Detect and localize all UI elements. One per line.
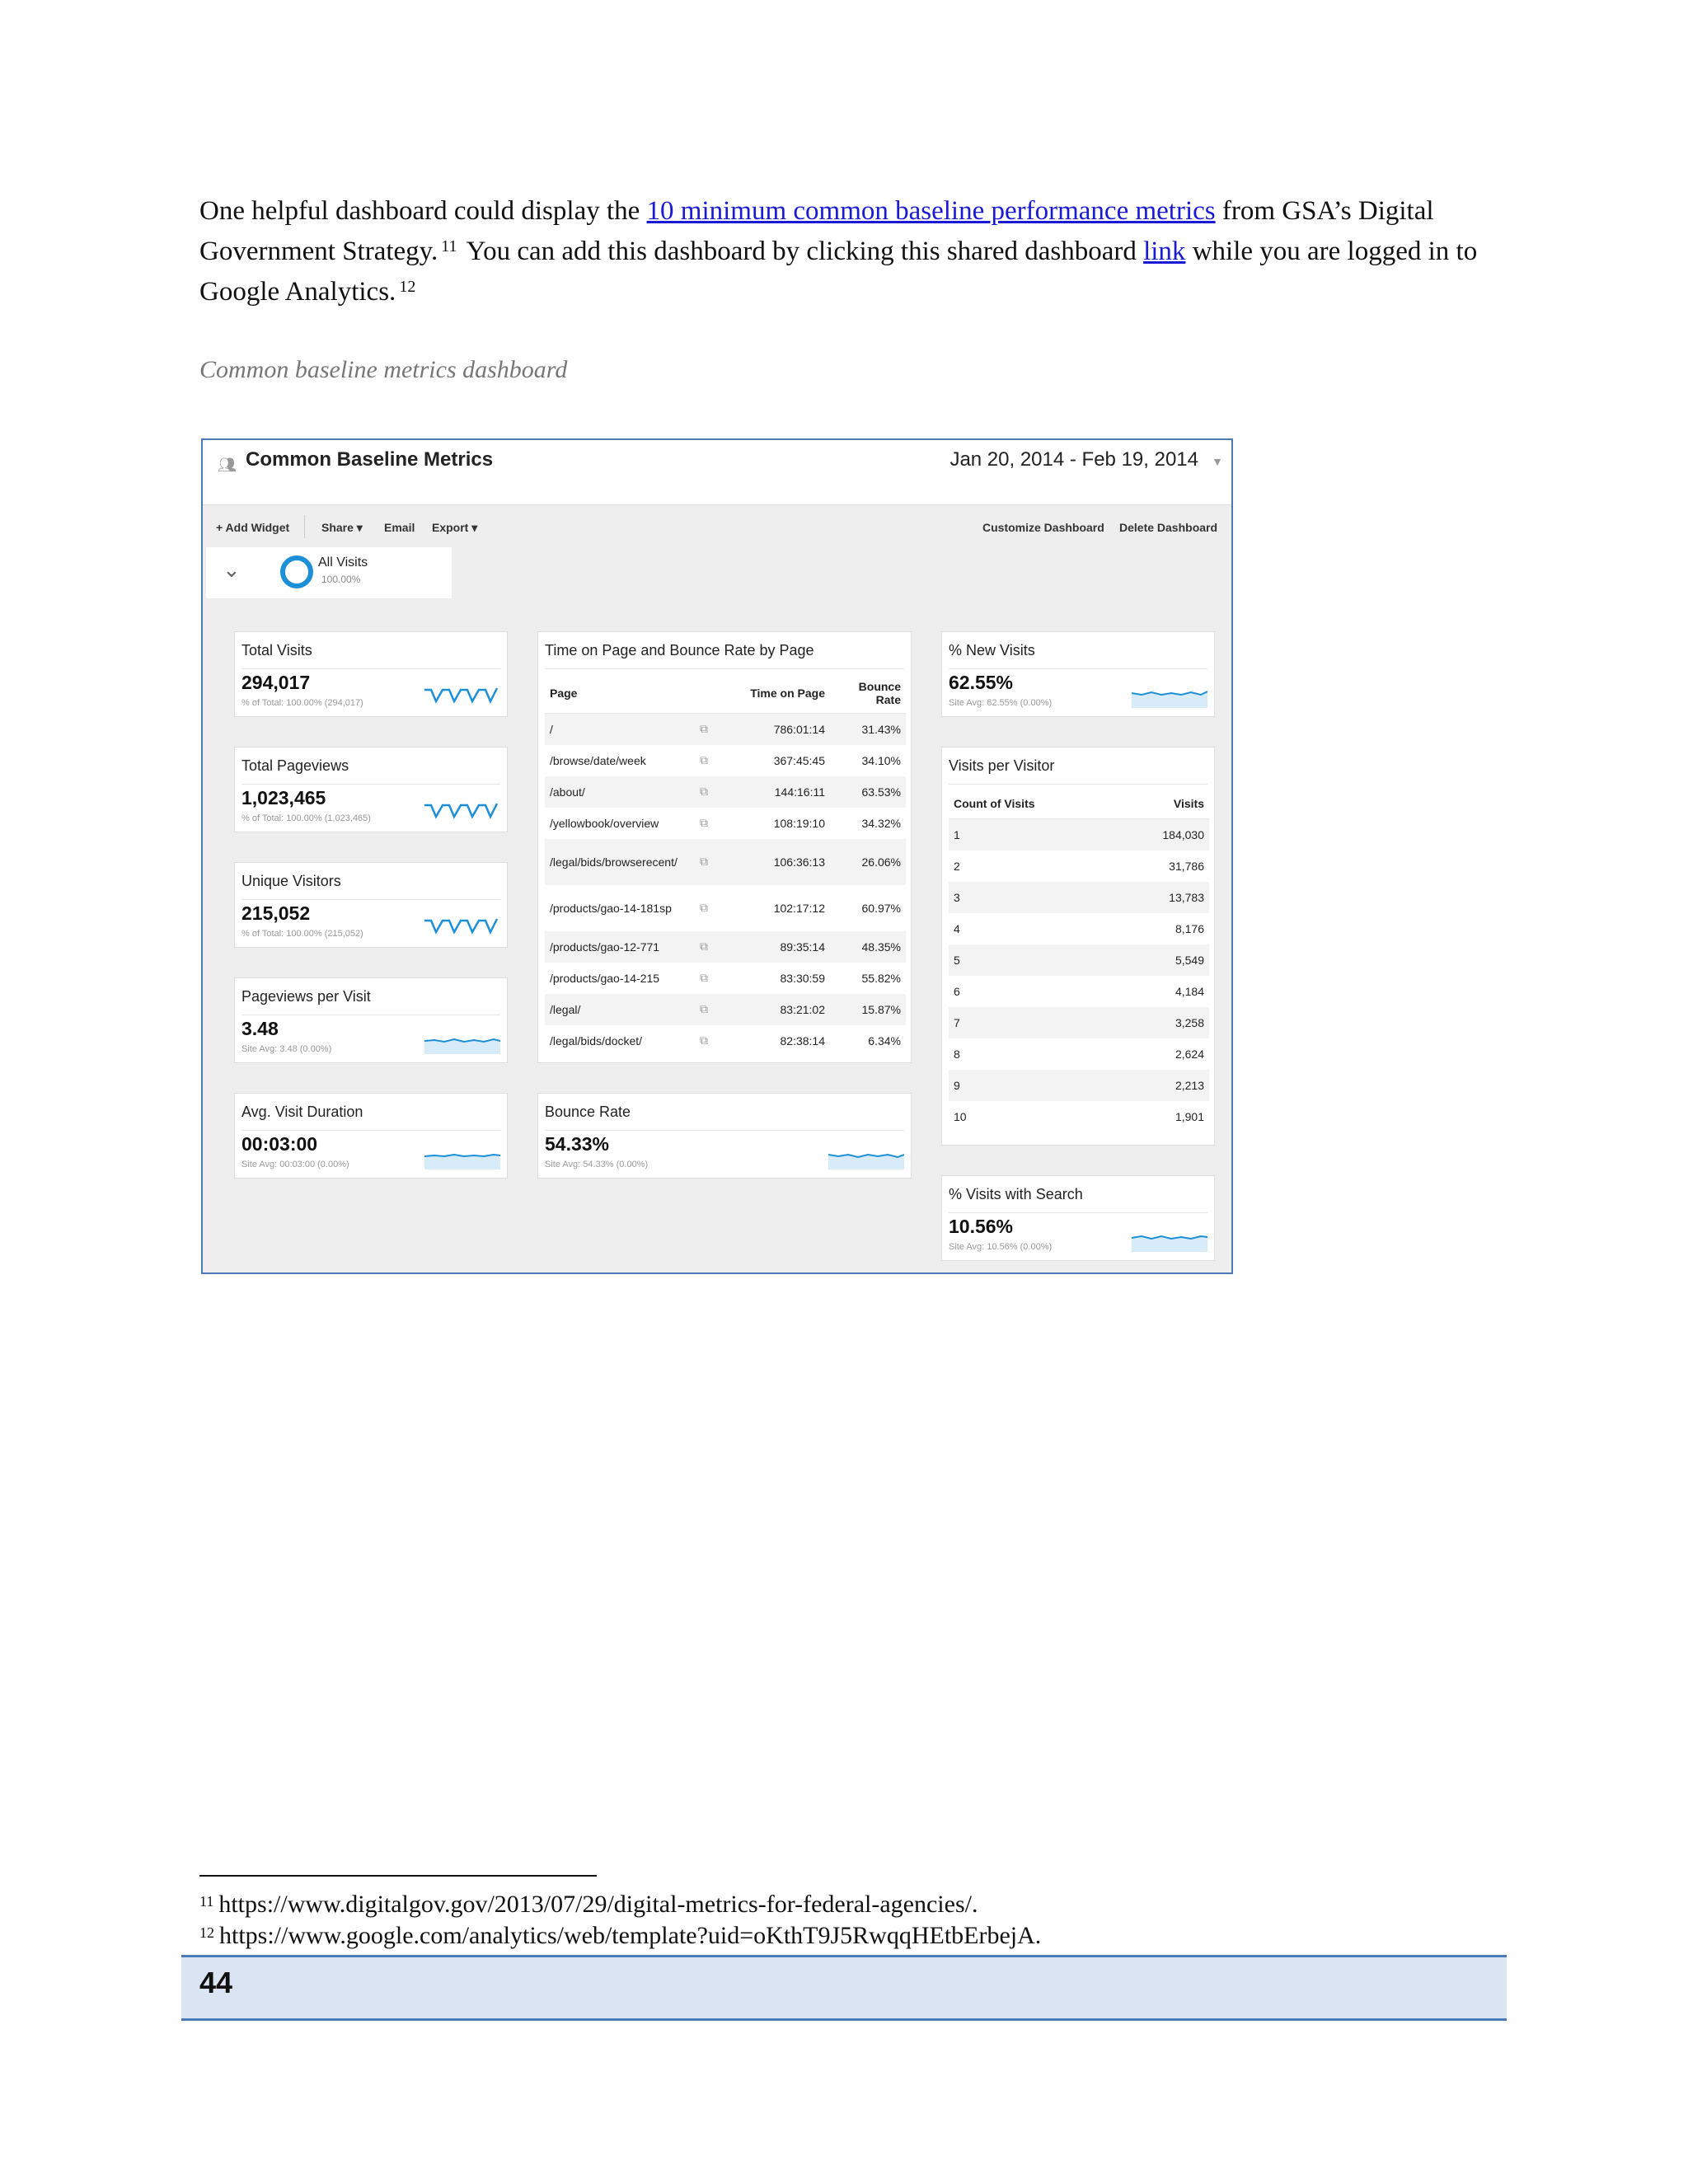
intro-text-2: from GSA’s Digital Government Strategy.	[199, 196, 1434, 266]
footnote-11	[199, 1889, 978, 1920]
sparkline-chart	[1132, 1227, 1207, 1252]
visits-value: 1,901	[1175, 1109, 1204, 1123]
time-on-page: 786:01:14	[729, 714, 830, 745]
page-link[interactable]: /legal/bids/docket/	[550, 1033, 643, 1047]
visits-value: 8,176	[1175, 921, 1204, 935]
widget-title: % Visits with Search	[949, 1186, 1083, 1202]
table-row	[949, 944, 1209, 976]
table-row	[949, 882, 1209, 913]
widget-subtext: % of Total: 100.00% (294,017)	[241, 698, 363, 708]
table-row	[545, 994, 906, 1025]
sparkline-chart	[1132, 683, 1207, 708]
external-link-icon[interactable]: ⧉	[700, 901, 708, 914]
widget-subtext: Site Avg: 54.33% (0.00%)	[545, 1160, 649, 1169]
page-footer	[181, 1955, 1507, 2021]
time-on-page: 144:16:11	[729, 776, 830, 808]
add-widget-button[interactable]: + Add Widget	[216, 521, 290, 534]
sparkline-chart	[424, 1145, 500, 1169]
bounce-rate: 34.10%	[861, 753, 901, 767]
divider	[241, 784, 500, 785]
footnote-ref-12: 12	[399, 278, 416, 296]
table-row	[545, 1025, 906, 1057]
widget-subtext: Site Avg: 00:03:00 (0.00%)	[241, 1160, 349, 1169]
visit-count: 5	[949, 944, 1115, 976]
time-on-page: 83:30:59	[780, 971, 825, 985]
widget-value: 215,052	[241, 902, 311, 924]
widget-value: 1,023,465	[241, 787, 326, 808]
visits-value: 2,213	[1115, 1070, 1209, 1101]
page-link[interactable]: /about/	[545, 776, 695, 808]
table-row	[949, 913, 1209, 944]
toolbar-divider	[304, 515, 305, 538]
visit-count: 1	[949, 819, 1115, 851]
date-range-picker[interactable]: Jan 20, 2014 - Feb 19, 2014	[950, 448, 1198, 471]
share-button[interactable]: Share ▾	[321, 521, 363, 534]
table-row	[545, 808, 906, 839]
table-row	[949, 976, 1209, 1007]
column-header: Visits	[1115, 789, 1209, 819]
page-link[interactable]: /legal/	[545, 994, 695, 1025]
page-link[interactable]: /products/gao-14-215	[550, 971, 660, 985]
widget-new-visits	[941, 631, 1215, 717]
widget-value: 00:03:00	[241, 1133, 318, 1155]
bounce-rate: 6.34%	[868, 1033, 901, 1047]
divider	[545, 1130, 904, 1131]
visit-count: 4	[954, 921, 960, 935]
column-header: Bounce Rate	[830, 673, 906, 714]
time-on-page: 83:21:02	[729, 994, 830, 1025]
widget-subtext: Site Avg: 62.55% (0.00%)	[949, 698, 1053, 708]
bounce-rate: 60.97%	[861, 901, 901, 915]
widget-title: Avg. Visit Duration	[241, 1104, 363, 1120]
visits-value: 3,258	[1115, 1007, 1209, 1038]
footnote-12	[199, 1920, 1041, 1952]
divider	[545, 668, 904, 669]
footnote-text: https://www.google.com/analytics/web/template?uid=oKthT9J5RwqqHEtbErbejA.	[219, 1922, 1042, 1949]
table-row	[545, 963, 906, 994]
widget-title: Time on Page and Bounce Rate by Page	[545, 642, 814, 658]
table-row	[545, 776, 906, 808]
widget-subtext: % of Total: 100.00% (215,052)	[241, 929, 363, 939]
dashboard-title: Common Baseline Metrics	[246, 448, 494, 471]
external-link-icon[interactable]: ⧉	[695, 839, 729, 885]
external-link-icon[interactable]: ⧉	[695, 776, 729, 808]
page-link[interactable]: /products/gao-12-771	[545, 931, 695, 963]
figure-caption: Common baseline metrics dashboard	[199, 356, 568, 383]
widget-pageviews-per-visit	[234, 977, 508, 1063]
widget-visits-per-visitor	[941, 747, 1215, 1146]
page-number: 44	[199, 1966, 233, 1999]
widget-subtext: % of Total: 100.00% (1,023,465)	[241, 813, 371, 823]
external-link-icon[interactable]: ⧉	[700, 816, 708, 829]
page-link[interactable]: /products/gao-14-181sp	[550, 901, 672, 915]
dashboard-toolbar	[203, 505, 1231, 548]
visits-value: 184,030	[1115, 819, 1209, 851]
baseline-metrics-link[interactable]: 10 minimum common baseline performance metrics	[646, 196, 1216, 226]
page-link[interactable]: /	[545, 714, 695, 745]
divider	[241, 899, 500, 900]
bounce-rate: 48.35%	[830, 931, 906, 963]
footnote-number: 11	[199, 1893, 214, 1910]
widget-value: 62.55%	[949, 672, 1014, 693]
external-link-icon[interactable]: ⧉	[700, 1033, 708, 1047]
shared-dashboard-link[interactable]: link	[1143, 237, 1186, 266]
sparkline-chart	[424, 1029, 500, 1054]
widget-subtext: Site Avg: 10.56% (0.00%)	[949, 1242, 1053, 1252]
bounce-rate: 26.06%	[830, 839, 906, 885]
page-link[interactable]: /yellowbook/overview	[550, 816, 659, 830]
bounce-rate: 55.82%	[861, 971, 901, 985]
delete-dashboard-button[interactable]: Delete Dashboard	[1119, 521, 1218, 534]
external-link-icon[interactable]: ⧉	[695, 931, 729, 963]
widget-title: Bounce Rate	[545, 1104, 631, 1120]
visit-count: 3	[949, 882, 1115, 913]
segment-percent: 100.00%	[321, 574, 361, 585]
footnote-text: https://www.digitalgov.gov/2013/07/29/digital-metrics-for-federal-agencies/.	[218, 1891, 978, 1918]
visits-value: 4,184	[1175, 984, 1204, 998]
chevron-down-icon[interactable]: ⌄	[223, 557, 241, 582]
table-row	[949, 1070, 1209, 1101]
table-header-row	[545, 673, 906, 714]
visits-table	[949, 789, 1209, 1132]
time-on-page: 367:45:45	[773, 753, 825, 767]
visit-count: 7	[949, 1007, 1115, 1038]
page-table	[545, 673, 906, 1057]
visit-count: 2	[954, 859, 960, 873]
sparkline-chart	[828, 1145, 904, 1169]
widget-title: % New Visits	[949, 642, 1035, 658]
widget-total-pageviews	[234, 747, 508, 832]
intro-paragraph	[199, 191, 1518, 312]
intro-text-4: while you are logged in to Google Analytics.	[199, 237, 1478, 307]
table-row	[545, 714, 906, 745]
table-row	[545, 931, 906, 963]
bounce-rate: 31.43%	[830, 714, 906, 745]
widget-avg-visit-duration	[234, 1093, 508, 1179]
widget-unique-visitors	[234, 862, 508, 948]
widget-subtext: Site Avg: 3.48 (0.00%)	[241, 1044, 332, 1054]
table-row	[545, 839, 906, 885]
visit-count: 6	[954, 984, 960, 998]
widget-title: Pageviews per Visit	[241, 988, 371, 1005]
visits-value: 2,624	[1175, 1047, 1204, 1061]
sparkline-chart	[424, 799, 500, 823]
segment-name: All Visits	[318, 555, 368, 569]
time-on-page: 89:35:14	[729, 931, 830, 963]
bounce-rate: 34.32%	[861, 816, 901, 830]
column-header: Time on Page	[729, 673, 830, 714]
widget-value: 294,017	[241, 672, 311, 693]
column-header-spacer	[695, 673, 729, 714]
widget-title: Total Visits	[241, 642, 312, 658]
divider	[241, 1130, 500, 1131]
caret-down-icon[interactable]: ▼	[1212, 455, 1223, 468]
intro-text-3: You can add this dashboard by clicking this shared dashboard	[460, 237, 1144, 266]
table-header-row	[949, 789, 1209, 819]
segment-selector[interactable]	[206, 547, 452, 598]
widget-title: Unique Visitors	[241, 873, 341, 889]
visit-count: 8	[954, 1047, 960, 1061]
time-on-page: 108:19:10	[773, 816, 825, 830]
bounce-rate: 15.87%	[830, 994, 906, 1025]
table-row	[949, 1007, 1209, 1038]
dashboard-screenshot	[201, 438, 1233, 1274]
footnote-ref-11: 11	[441, 237, 457, 255]
dashboard-header	[203, 440, 1231, 505]
page-link[interactable]: /legal/bids/browserecent/	[545, 839, 695, 885]
external-link-icon[interactable]: ⧉	[695, 994, 729, 1025]
visits-value: 31,786	[1169, 859, 1204, 873]
intro-text-1: One helpful dashboard could display the	[199, 196, 647, 226]
widget-visits-with-search	[941, 1175, 1215, 1261]
column-header: Count of Visits	[949, 789, 1115, 819]
divider	[241, 668, 500, 669]
footnote-separator	[199, 1875, 597, 1877]
widget-value: 3.48	[241, 1018, 279, 1039]
widget-value: 10.56%	[949, 1216, 1014, 1237]
shared-users-icon: 👥︎	[218, 457, 237, 473]
segment-ring-icon	[280, 555, 313, 588]
email-button[interactable]: Email	[384, 521, 415, 534]
visit-count: 9	[949, 1070, 1115, 1101]
table-row	[545, 745, 906, 776]
time-on-page: 82:38:14	[780, 1033, 825, 1047]
export-button[interactable]: Export ▾	[432, 521, 478, 534]
time-on-page: 102:17:12	[773, 901, 825, 915]
footnote-number: 12	[199, 1924, 214, 1941]
widget-title: Visits per Visitor	[949, 757, 1055, 774]
external-link-icon[interactable]: ⧉	[700, 753, 708, 766]
table-row	[949, 851, 1209, 882]
divider	[949, 668, 1207, 669]
visits-value: 13,783	[1115, 882, 1209, 913]
widget-total-visits	[234, 631, 508, 717]
table-row	[949, 819, 1209, 851]
time-on-page: 106:36:13	[729, 839, 830, 885]
table-row	[949, 1038, 1209, 1070]
widget-value: 54.33%	[545, 1133, 610, 1155]
external-link-icon[interactable]: ⧉	[700, 971, 708, 984]
widget-page-table	[537, 631, 912, 1063]
table-row	[949, 1101, 1209, 1132]
widget-title: Total Pageviews	[241, 757, 349, 774]
visit-count: 10	[954, 1109, 967, 1123]
customize-dashboard-button[interactable]: Customize Dashboard	[982, 521, 1104, 534]
divider	[949, 784, 1207, 785]
sparkline-chart	[424, 914, 500, 939]
widget-bounce-rate	[537, 1093, 912, 1179]
page-link[interactable]: /browse/date/week	[550, 753, 646, 767]
column-header: Page	[545, 673, 695, 714]
bounce-rate: 63.53%	[830, 776, 906, 808]
table-row	[545, 885, 906, 931]
divider	[949, 1212, 1207, 1213]
external-link-icon[interactable]: ⧉	[695, 714, 729, 745]
sparkline-chart	[424, 683, 500, 708]
visits-value: 5,549	[1115, 944, 1209, 976]
